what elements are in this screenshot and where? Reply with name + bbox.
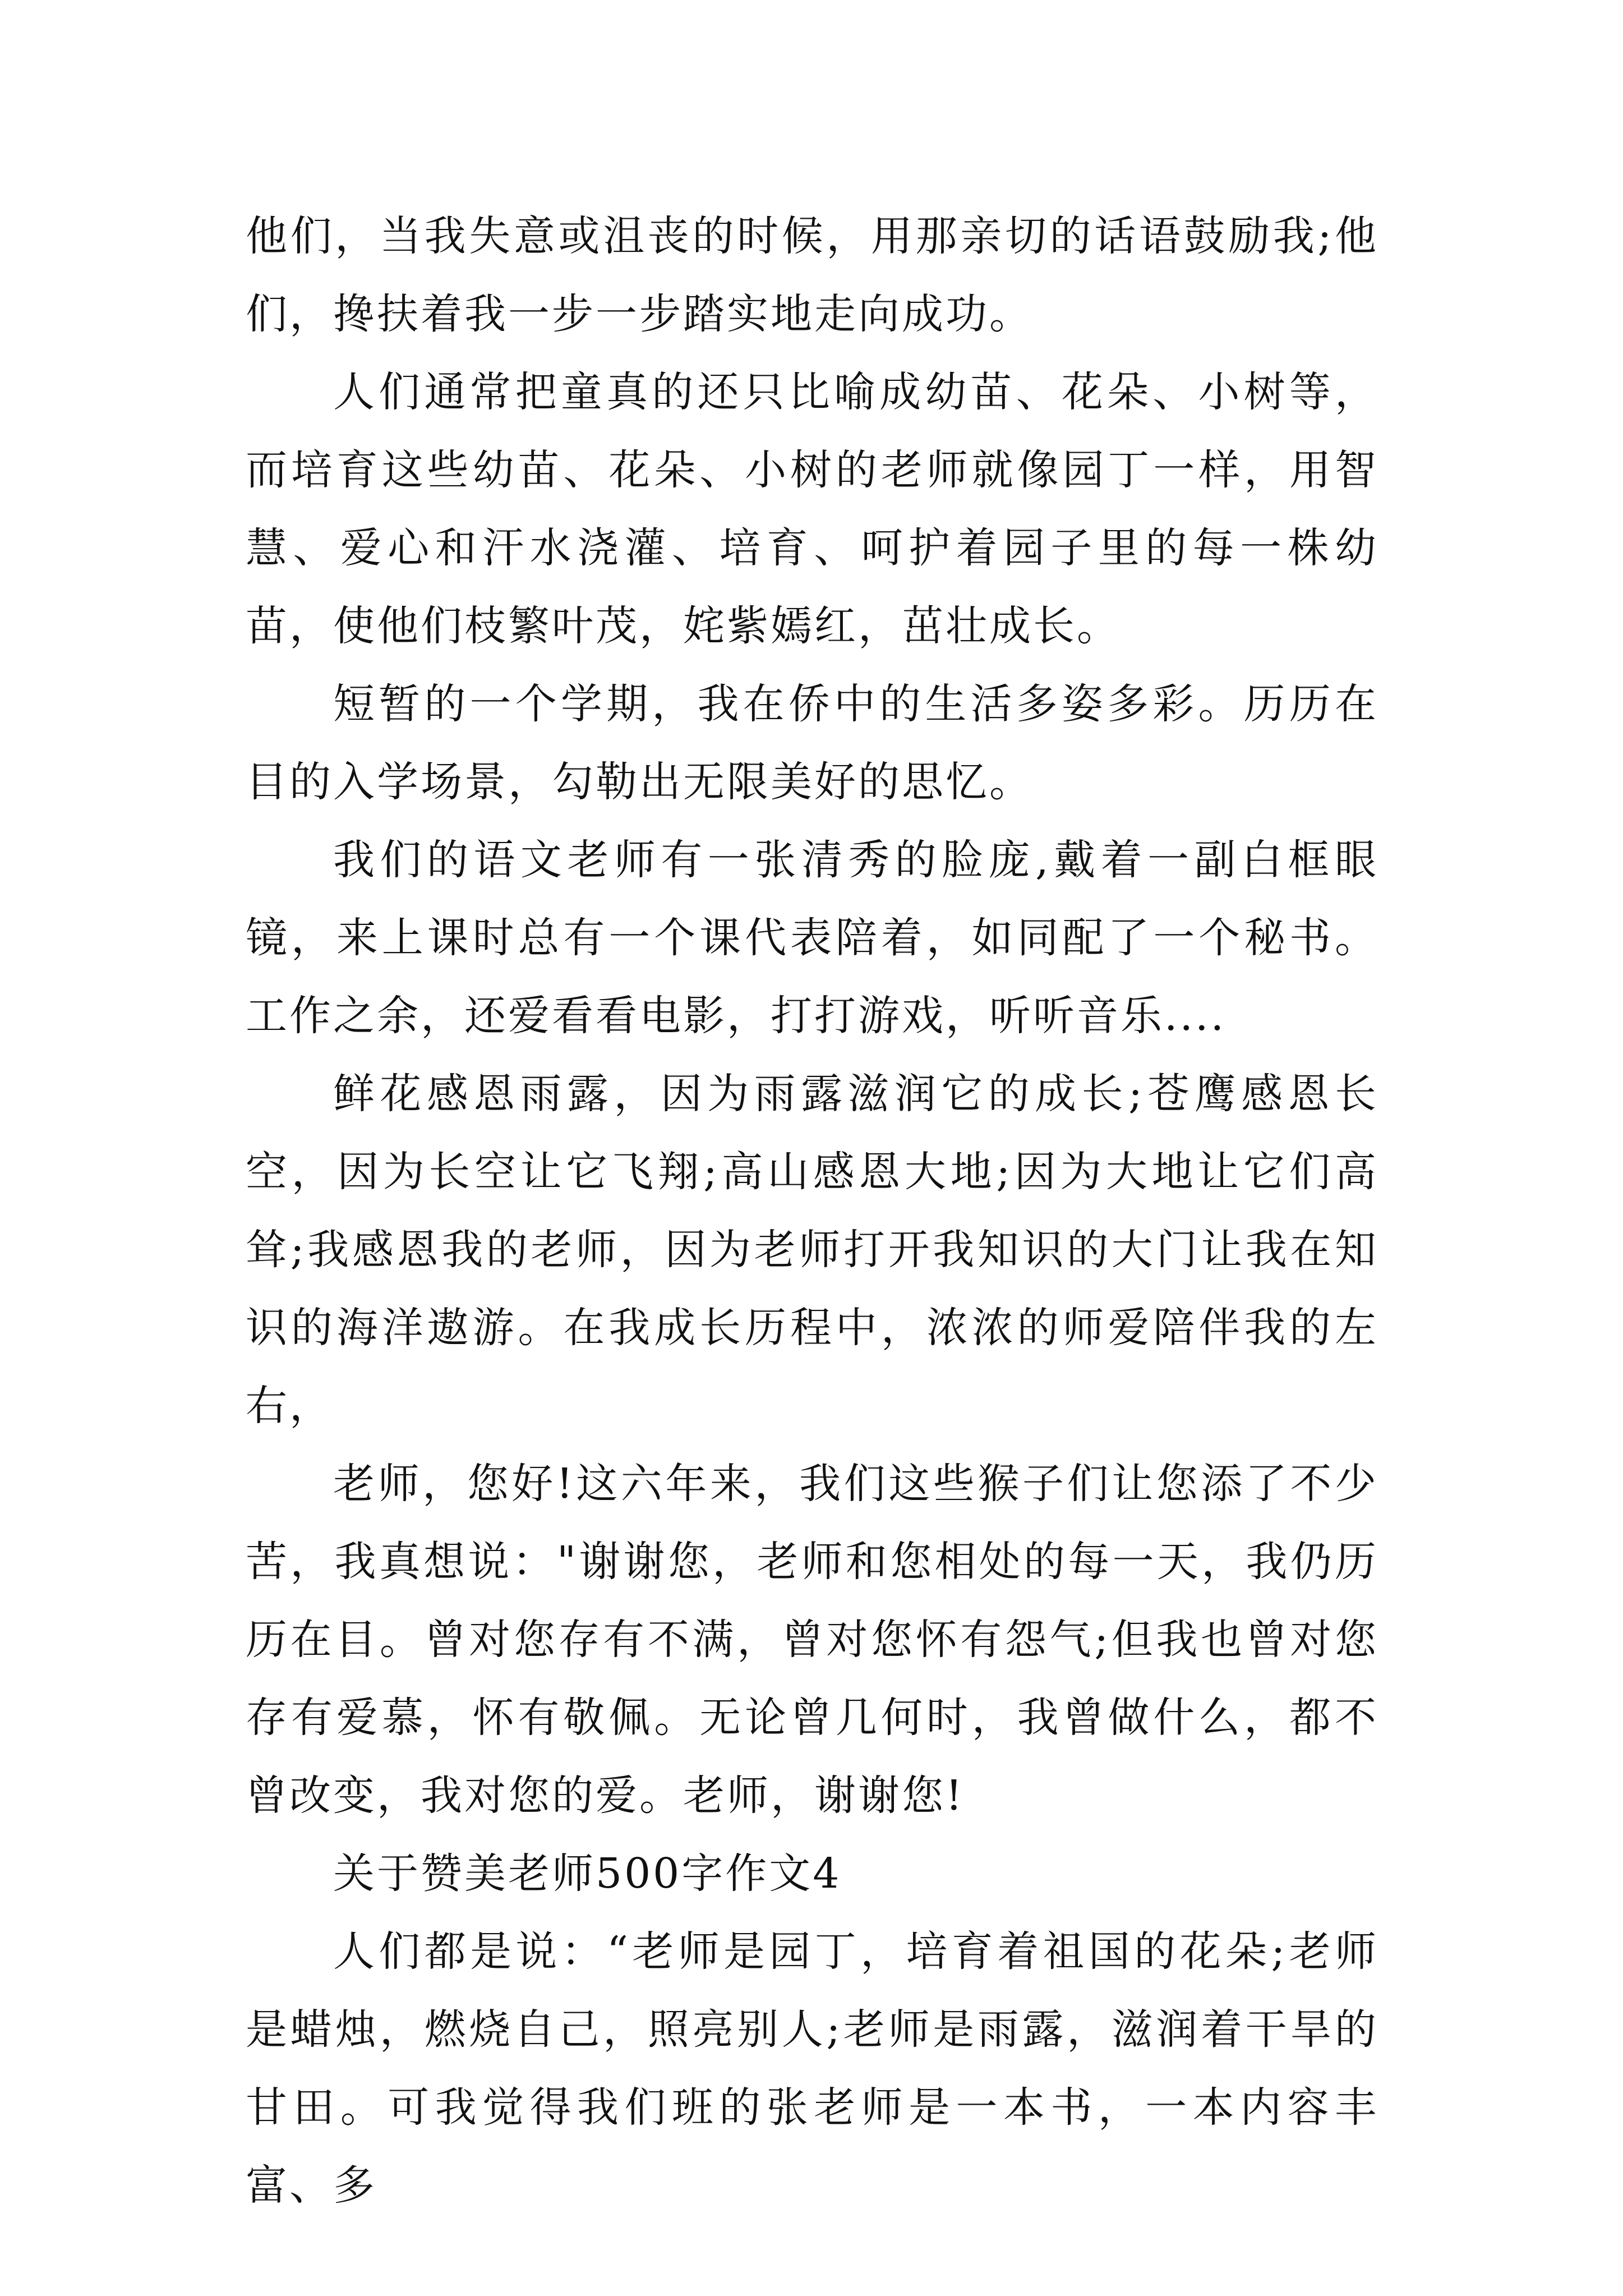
- paragraph-4: 我们的语文老师有一张清秀的脸庞,戴着一副白框眼镜，来上课时总有一个课代表陪着，如同配了一个秘书。工作之余，还爱看看电影，打打游戏，听听音乐....: [246, 836, 1378, 1040]
- paragraph-3: 短暂的一个学期，我在侨中的生活多姿多彩。历历在目的入学场景，勾勒出无限美好的思忆。: [246, 680, 1378, 806]
- paragraph-5: 鲜花感恩雨露，因为雨露滋润它的成长;苍鹰感恩长空，因为长空让它飞翔;高山感恩大地;因为大地让它们高耸;我感恩我的老师，因为老师打开我知识的大门让我在知识的海洋遨游。在我成长历程中，浓浓的师爱陪伴我的左右，: [246, 1070, 1378, 1430]
- paragraph-6: 老师，您好!这六年来，我们这些猴子们让您添了不少苦，我真想说："谢谢您，老师和您相处的每一天，我仍历历在目。曾对您存有不满，曾对您怀有怨气;但我也曾对您存有爱慕，怀有敬佩。无论曾几何时，我曾做什么，都不曾改变，我对您的爱。老师，谢谢您!: [246, 1460, 1378, 1820]
- paragraph-7: 人们都是说：“老师是园丁，培育着祖国的花朵;老师是蜡烛，燃烧自己，照亮别人;老师是雨露，滋润着干旱的甘田。可我觉得我们班的张老师是一本书，一本内容丰富、多: [246, 1927, 1378, 2210]
- document-body: [246, 197, 1378, 2225]
- paragraph-1: 他们，当我失意或沮丧的时候，用那亲切的话语鼓励我;他们，搀扶着我一步一步踏实地走向成功。: [246, 212, 1378, 338]
- paragraph-2: 人们通常把童真的还只比喻成幼苗、花朵、小树等，而培育这些幼苗、花朵、小树的老师就像园丁一样，用智慧、爱心和汗水浇灌、培育、呵护着园子里的每一株幼苗，使他们枝繁叶茂，姹紫嫣红，茁壮成长。: [246, 368, 1378, 650]
- section-heading: 关于赞美老师500字作文4: [333, 1849, 842, 1898]
